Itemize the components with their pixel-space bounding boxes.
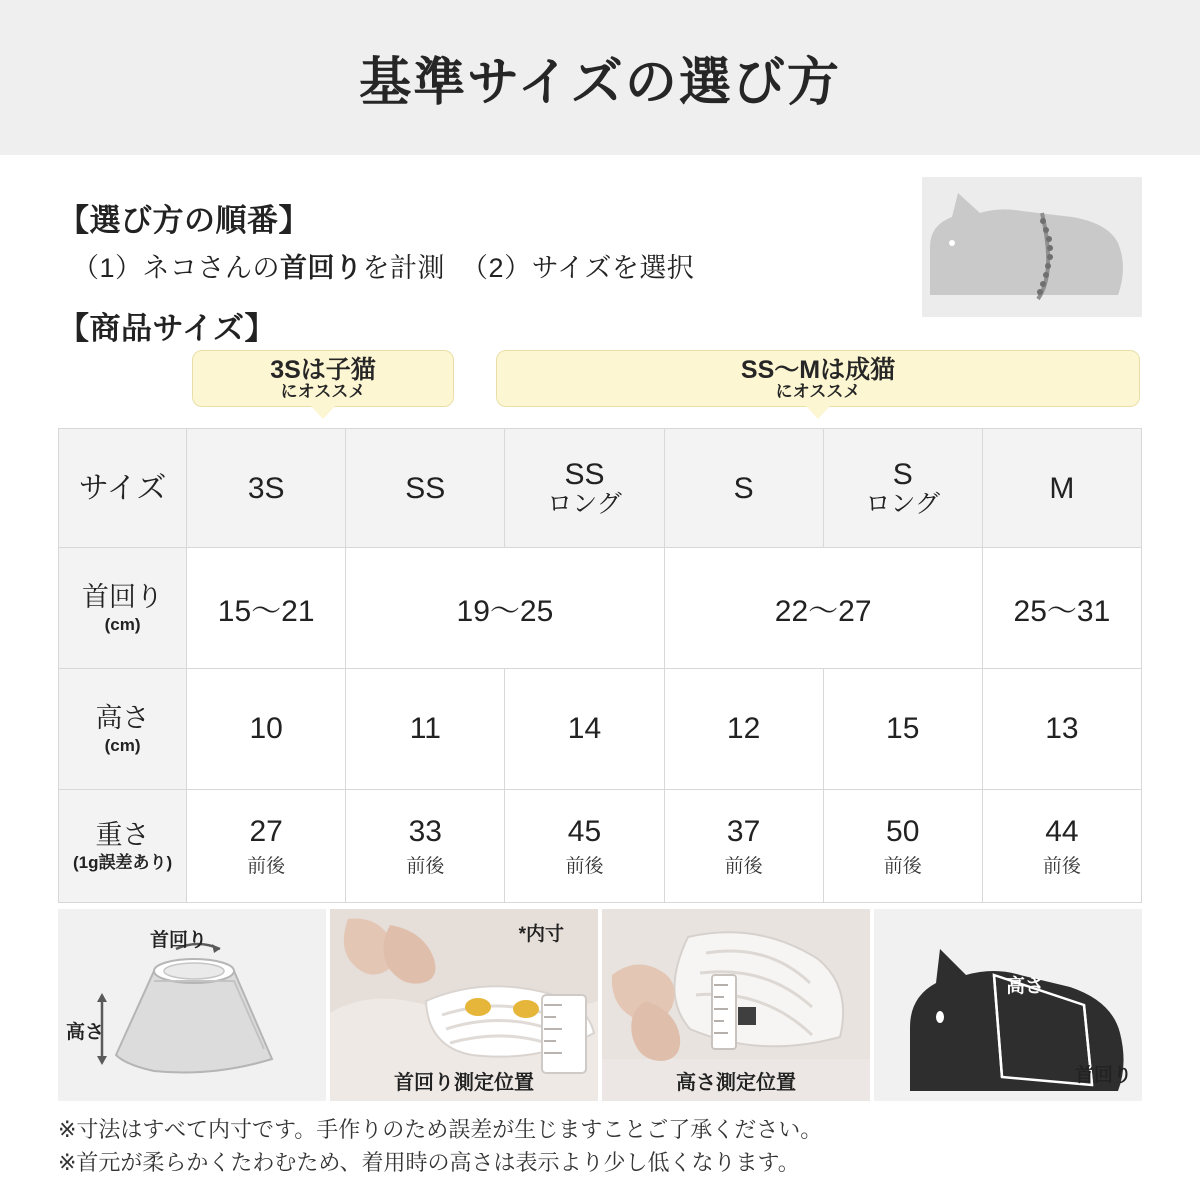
col-header-s [664,429,823,548]
footnote-1: ※寸法はすべて内寸です。手作りのため誤差が生じますことご了承ください。 [58,1117,823,1142]
weight-slong-number: 50 [886,814,920,848]
height-value-s: 12 [664,669,823,790]
weight-value-3s [187,790,346,903]
neck-measure-caption: 首回り測定位置 [394,1072,534,1094]
neck-value-m: 25〜31 [982,548,1141,669]
height-value-ss: 11 [346,669,505,790]
callout-adult-title: SS〜Mは成猫 [740,356,896,384]
step1-post: を計測 [362,253,446,283]
weight-value-ss [346,790,505,903]
page-header [0,0,1200,155]
weight-ss-number: 33 [408,814,442,848]
page-body [0,155,1200,1179]
size-table [58,428,1142,903]
table-row-weight [59,790,1142,903]
col-ss-line1: SS [405,471,446,505]
neck-measure-photo [330,909,598,1101]
row-label-weight-text: 重さ [95,819,150,850]
row-label-height [59,669,187,790]
col-s-line1: S [733,471,754,505]
col-header-m [982,429,1141,548]
cone-height-tag: 高さ [66,1022,105,1043]
weight-value-ss-long [505,790,664,903]
callout-kitten-tail [310,405,336,419]
row-label-weight [59,790,187,903]
order-heading: 【選び方の順番】 [58,203,310,238]
step1-pre: （1）ネコさんの [72,253,281,283]
row-label-height-text: 高さ [95,702,150,733]
cone-neck-tag: 首回り [150,930,208,951]
callout-adult-sub: にオススメ [775,382,861,402]
table-header-row [59,429,1142,548]
col-sslong-line2: ロング [547,489,622,518]
col-header-ss-long [505,429,664,548]
weight-value-s [664,790,823,903]
cat-collar-illustration [922,177,1142,317]
row-label-weight-unit: (1g誤差あり) [72,852,173,872]
col-header-3s [187,429,346,548]
step2: （2）サイズを選択 [461,253,695,283]
cat-height-tag: 高さ [1006,976,1045,997]
height-value-m: 13 [982,669,1141,790]
height-value-3s: 10 [187,669,346,790]
weight-slong-suffix: 前後 [883,855,922,877]
col-slong-line2: ロング [865,489,940,518]
neck-value-ss-group: 19〜25 [346,548,664,669]
cat-neck-tag: 首回り [1074,1065,1132,1086]
row-label-neck-text: 首回り [82,581,164,612]
neck-value-3s: 15〜21 [187,548,346,669]
page-title: 基準サイズの選び方 [359,54,841,112]
callout-kitten [192,350,454,407]
callout-kitten-sub: にオススメ [280,382,366,402]
height-measure-photo [602,909,870,1101]
weight-value-s-long [823,790,982,903]
weight-ss-suffix: 前後 [406,855,445,877]
col-header-ss [346,429,505,548]
product-size-heading: 【商品サイズ】 [58,311,277,346]
callout-group [130,350,1142,426]
height-value-s-long: 15 [823,669,982,790]
col-slong-line1: S [892,457,913,491]
footnotes [58,1113,1142,1179]
col-sslong-line1: SS [564,457,605,491]
row-label-neck [59,548,187,669]
weight-3s-number: 27 [249,814,283,848]
step1-bold: 首回り [280,253,363,283]
height-measure-caption: 高さ測定位置 [676,1072,796,1094]
callout-kitten-title: 3Sは子猫 [270,356,376,384]
weight-s-number: 37 [726,814,761,848]
cone-diagram-photo [58,909,326,1101]
weight-s-suffix: 前後 [724,855,763,877]
weight-3s-suffix: 前後 [247,855,286,877]
weight-m-suffix: 前後 [1042,855,1081,877]
footnote-2: ※首元が柔らかくたわむため、着用時の高さは表示より少し低くなります。 [58,1150,800,1175]
callout-adult [496,350,1140,407]
table-row-neck [59,548,1142,669]
callout-adult-tail [805,405,831,419]
weight-sslong-suffix: 前後 [565,855,604,877]
photo-strip [58,909,1142,1101]
neck-value-s-group: 22〜27 [664,548,982,669]
row-label-neck-unit: (cm) [104,614,141,634]
neck-inner-size-tag: *内寸 [518,924,564,945]
cat-silhouette-photo [874,909,1142,1101]
header-size-label: サイズ [59,429,187,548]
weight-m-number: 44 [1045,814,1079,848]
col-3s-line1: 3S [247,471,285,505]
weight-value-m [982,790,1141,903]
height-value-ss-long: 14 [505,669,664,790]
col-header-s-long [823,429,982,548]
row-label-height-unit: (cm) [104,735,141,755]
table-row-height [59,669,1142,790]
col-m-line1: M [1049,471,1075,505]
weight-sslong-number: 45 [567,814,602,848]
